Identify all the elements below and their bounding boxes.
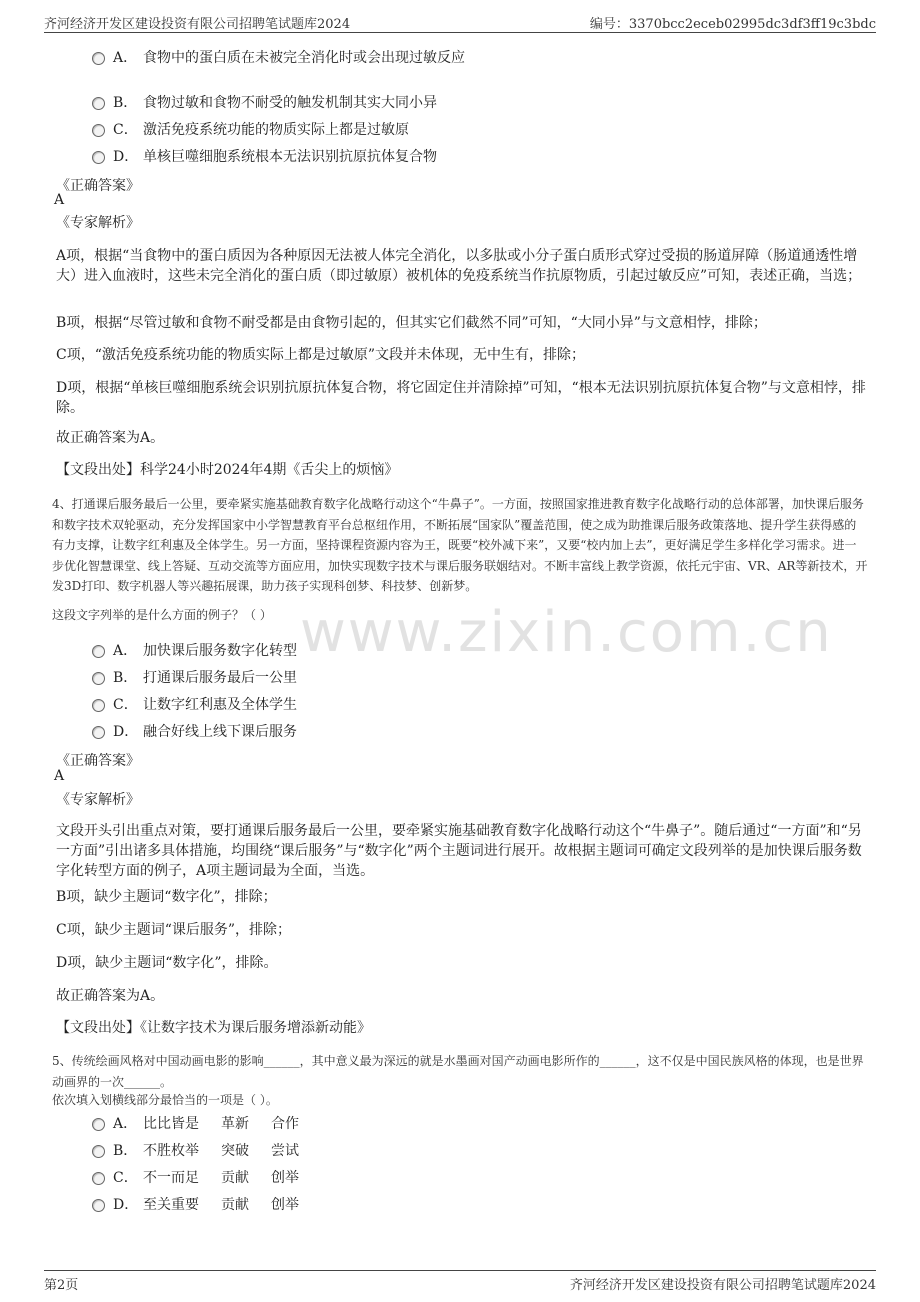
radio-icon[interactable]: [92, 1118, 105, 1131]
q3-option-a[interactable]: A． 食物中的蛋白质在未被完全消化时或会出现过敏反应: [92, 47, 465, 67]
source-citation: 【文段出处】《让数字技术为课后服务增添新动能》: [56, 1020, 371, 1036]
question-prompt: 依次填入划横线部分最恰当的一项是（ ）。: [52, 1093, 278, 1107]
analysis-paragraph: B项，缺少主题词“数字化”，排除；: [56, 889, 277, 905]
q5-option-c[interactable]: C． 不一而足 贡献 创举: [92, 1167, 321, 1187]
watermark: www.zixin.com.cn: [300, 600, 833, 665]
analysis-conclusion: 故正确答案为A。: [56, 988, 165, 1004]
analysis-paragraph: D项，缺少主题词“数字化”，排除。: [56, 955, 278, 971]
answer-label: 《正确答案》: [56, 753, 140, 769]
radio-icon[interactable]: [92, 1199, 105, 1212]
radio-icon[interactable]: [92, 726, 105, 739]
page-number: 第2页: [44, 1278, 79, 1293]
radio-icon[interactable]: [92, 151, 105, 164]
analysis-label: 《专家解析》: [56, 792, 140, 808]
analysis-paragraph: 文段开头引出重点对策，要打通课后服务最后一公里，要牵紧实施基础教育数字化战略行动这个“牛鼻子”。随后通过“一方面”和“另一方面”引出诸多具体措施，均围绕“课后服务”与“数字化”两个主题词进行展开。故根据主题词可确定文段列举的是加快课后服务数字化转型方面的例子，A项主题词最为全面，当选。: [56, 823, 862, 879]
q4-option-b[interactable]: B． 打通课后服务最后一公里: [92, 667, 297, 687]
radio-icon[interactable]: [92, 645, 105, 658]
analysis-label: 《专家解析》: [56, 215, 140, 231]
radio-icon[interactable]: [92, 124, 105, 137]
page-header: [44, 10, 876, 33]
analysis-conclusion: 故正确答案为A。: [56, 430, 165, 446]
q5-option-b[interactable]: B． 不胜枚举 突破 尝试: [92, 1140, 321, 1160]
analysis-paragraph: C项，“激活免疫系统功能的物质实际上都是过敏原”文段并未体现，无中生有，排除；: [56, 347, 586, 363]
question-stem: 5、传统绘画风格对中国动画电影的影响______，其中意义最为深远的就是水墨画对国产动画电影所作的______，这不仅是中国民族风格的体现，也是世界动画界的一次______。: [52, 1054, 864, 1089]
q3-option-c[interactable]: C． 激活免疫系统功能的物质实际上都是过敏原: [92, 119, 409, 139]
header-title: 齐河经济开发区建设投资有限公司招聘笔试题库2024: [44, 17, 351, 32]
question-prompt: 这段文字列举的是什么方面的例子？（ ）: [52, 608, 272, 622]
answer-label: 《正确答案》: [56, 178, 140, 194]
q3-option-d[interactable]: D． 单核巨噬细胞系统根本无法识别抗原抗体复合物: [92, 146, 437, 166]
q4-option-a[interactable]: A． 加快课后服务数字化转型: [92, 640, 297, 660]
radio-icon[interactable]: [92, 672, 105, 685]
question-stem: 4、打通课后服务最后一公里，要牵紧实施基础教育数字化战略行动这个“牛鼻子”。一方面，按照国家推进教育数字化战略行动的总体部署，加快课后服务和数字技术双轮驱动，充分发挥国家中小学智慧教育平台总枢纽作用，不断拓展“国家队”覆盖范围，使之成为助推课后服务政策落地、提升学生获得感的有力支撑，让数字红利惠及全体学生。另一方面，坚持课程资源内容为王，既要“校外减下来”，又要“校内加上去”，更好满足学生多样化学习需求。进一步优化智慧课堂、线上答疑、互动交流等方面应用，加快实现数字技术与课后服务联姻结对。不断丰富线上教学资源，依托元宇宙、VR、AR等新技术，开发3D打印、数字机器人等兴趣拓展课，助力孩子实现科创梦、科技梦、创新梦。: [52, 497, 868, 593]
q4-option-d[interactable]: D． 融合好线上线下课后服务: [92, 721, 297, 741]
answer-value: A: [54, 192, 65, 208]
analysis-paragraph: D项，根据“单核巨噬细胞系统会识别抗原抗体复合物，将它固定住并清除掉”可知，“根本无法识别抗原抗体复合物”与文意相悖，排除。: [56, 380, 866, 416]
answer-value: A: [54, 768, 65, 784]
q5-option-a[interactable]: A． 比比皆是 革新 合作: [92, 1113, 321, 1133]
radio-icon[interactable]: [92, 97, 105, 110]
radio-icon[interactable]: [92, 699, 105, 712]
analysis-paragraph: B项，根据“尽管过敏和食物不耐受都是由食物引起的，但其实它们截然不同”可知，“大同小异”与文意相悖，排除；: [56, 315, 767, 331]
footer-title: 齐河经济开发区建设投资有限公司招聘笔试题库2024: [569, 1278, 876, 1293]
analysis-paragraph: A项，根据“当食物中的蛋白质因为各种原因无法被人体完全消化，以多肽或小分子蛋白质形式穿过受损的肠道屏障（肠道通透性增大）进入血液时，这些未完全消化的蛋白质（即过敏原）被机体的免疫系统当作抗原物质，引起过敏反应”可知，表述正确，当选；: [56, 248, 862, 284]
q5-option-d[interactable]: D． 至关重要 贡献 创举: [92, 1194, 321, 1214]
q4-option-c[interactable]: C． 让数字红利惠及全体学生: [92, 694, 297, 714]
document-code: 编号：3370bcc2eceb02995dc3df3ff19c3bdc: [589, 17, 876, 32]
analysis-paragraph: C项，缺少主题词“课后服务”，排除；: [56, 922, 292, 938]
page-footer: [44, 1270, 876, 1295]
q3-option-b[interactable]: B． 食物过敏和食物不耐受的触发机制其实大同小异: [92, 92, 437, 112]
radio-icon[interactable]: [92, 1145, 105, 1158]
radio-icon[interactable]: [92, 1172, 105, 1185]
radio-icon[interactable]: [92, 52, 105, 65]
source-citation: 【文段出处】科学24小时2024年4期《舌尖上的烦恼》: [56, 462, 399, 478]
